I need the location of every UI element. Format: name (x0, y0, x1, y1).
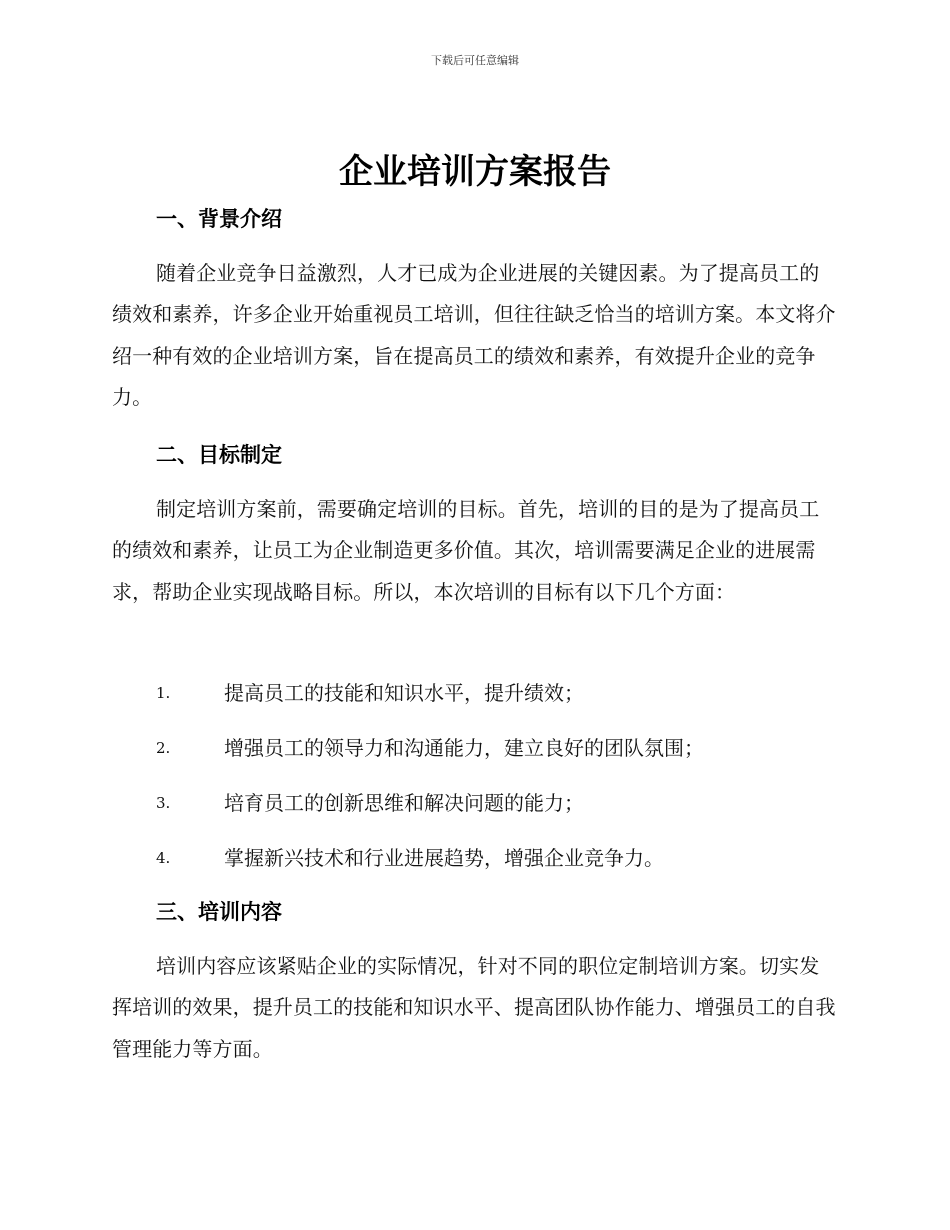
list-number: 1. (156, 684, 171, 702)
goal-list-item (156, 789, 836, 817)
document-title: 企业培训方案报告 (339, 152, 611, 192)
list-text: 增强员工的领导力和沟通能力，建立良好的团队氛围； (224, 736, 704, 760)
section-paragraph-training-content: 培训内容应该紧贴企业的实际情况，针对不同的职位定制培训方案。切实发挥培训的效果，提升员工的技能和知识水平、提高团队协作能力、增强员工的自我管理能力等方面。 (112, 954, 836, 1061)
list-number: 2. (156, 739, 171, 757)
list-text: 提高员工的技能和知识水平，提升绩效； (224, 681, 584, 705)
goal-list-item (156, 734, 836, 762)
section-heading-goals: 二、目标制定 (156, 443, 282, 467)
section-heading-training-content: 三、培训内容 (156, 900, 282, 924)
list-number: 3. (156, 794, 171, 812)
header-note: 下载后可任意编辑 (431, 54, 519, 67)
goal-list-item (156, 844, 836, 872)
section-heading-background: 一、背景介绍 (156, 207, 282, 231)
section-paragraph-background: 随着企业竞争日益激烈，人才已成为企业进展的关键因素。为了提高员工的绩效和素养，许多企业开始重视员工培训，但往往缺乏恰当的培训方案。本文将介绍一种有效的企业培训方案，旨在提高员工的绩效和素养，有效提升企业的竞争力。 (112, 261, 836, 409)
list-text: 培育员工的创新思维和解决问题的能力； (224, 791, 584, 815)
list-text: 掌握新兴技术和行业进展趋势，增强企业竞争力。 (224, 846, 664, 870)
goal-list-item (156, 679, 836, 707)
list-number: 4. (156, 849, 171, 867)
section-paragraph-goals: 制定培训方案前，需要确定培训的目标。首先，培训的目的是为了提高员工的绩效和素养，让员工为企业制造更多价值。其次，培训需要满足企业的进展需求，帮助企业实现战略目标。所以，本次培训的目标有以下几个方面： (112, 497, 820, 604)
